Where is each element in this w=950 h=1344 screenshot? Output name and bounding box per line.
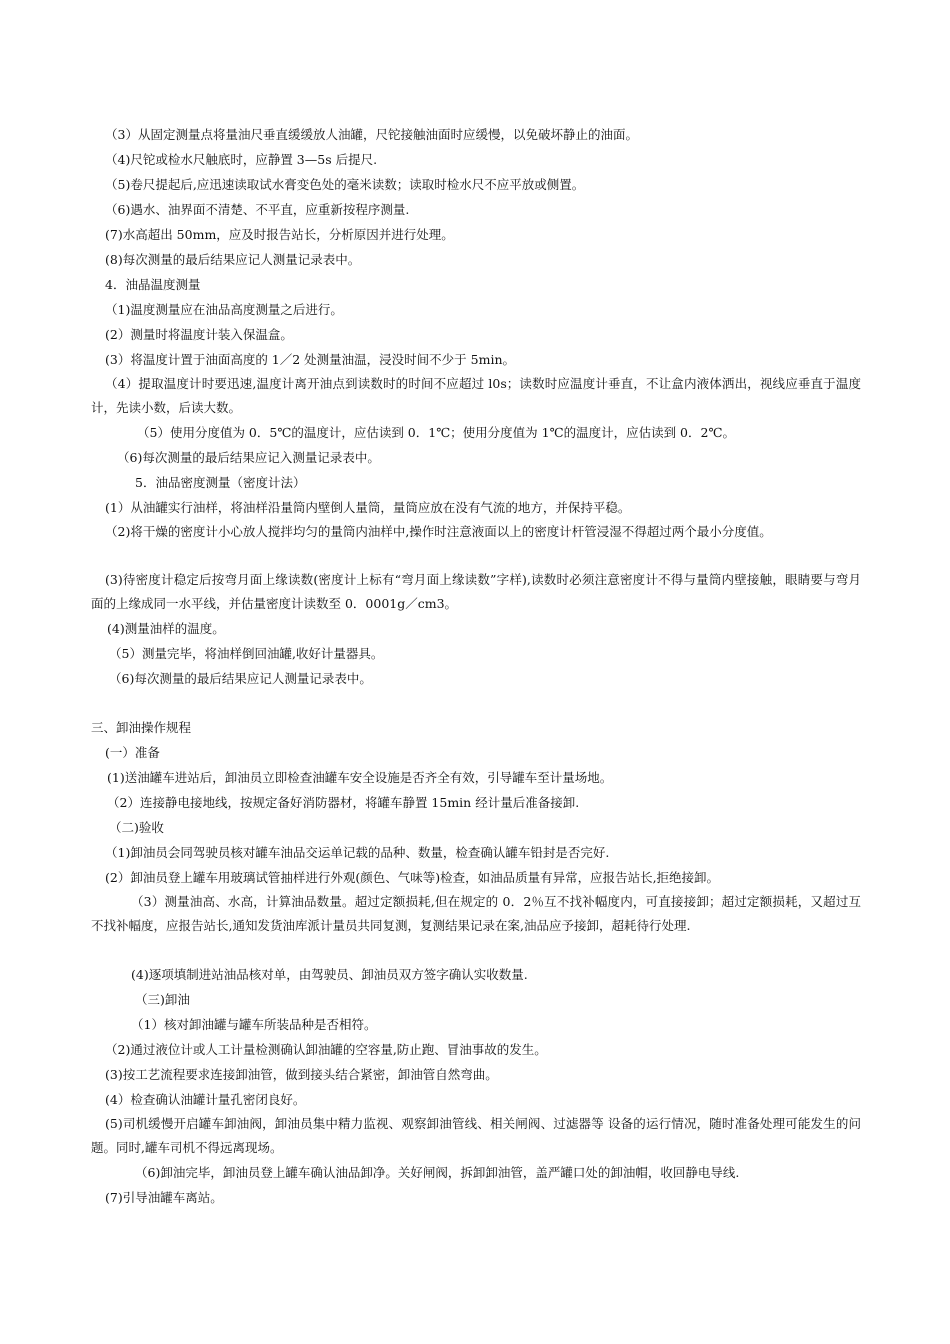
text-line: (4)逐项填制进站油品核对单，由驾驶员、卸油员双方签字确认实收数量.: [131, 967, 528, 982]
text-line: （二)验收: [109, 820, 164, 835]
text-line: (8)每次测量的最后结果应记人测量记录表中。: [105, 252, 361, 267]
text-line: （6)卸油完毕，卸油员登上罐车确认油品卸净。关好闸阀，拆卸卸油管，盖严罐口处的卸油帽，收回静电导线.: [135, 1165, 740, 1180]
text-line: （4)尺铊或检水尺触底时，应静置 3—5s 后提尺.: [105, 152, 378, 167]
text-paragraph: （2)将干燥的密度计小心放人搅拌均匀的量筒内油样中,操作时注意液面以上的密度计杆管浸湿不得超过两个最小分度值。: [105, 524, 772, 539]
text-line: 5．油品密度测量（密度计法）: [135, 475, 306, 490]
text-line: （5）使用分度值为 0．5℃的温度计，应估读到 0．1℃；使用分度值为 1℃的温度计，应估读到 0．2℃。: [137, 425, 735, 440]
text-line: （2)通过液位计或人工计量检测确认卸油罐的空容量,防止跑、冒油事故的发生。: [105, 1042, 547, 1057]
text-paragraph: (3)待密度计稳定后按弯月面上缘读数(密度计上标有“弯月面上缘读数”字样),读数时必须注意密度计不得与量筒内壁接触，眼睛要与弯月面的上缘成同一水平线，并估量密度计读数至 0．0001g／cm3。: [91, 572, 861, 611]
text-line: （2）连接静电接地线，按规定备好消防器材，将罐车静置 15min 经计量后准备接卸.: [107, 795, 580, 810]
text-line: (1)送油罐车进站后，卸油员立即检查油罐车安全设施是否齐全有效，引导罐车至计量场地。: [107, 770, 613, 785]
document-body: [91, 122, 861, 1210]
text-line: （6)每次测量的最后结果应记入测量记录表中。: [117, 450, 380, 465]
text-paragraph: (5)司机缓慢开启罐车卸油阀，卸油员集中精力监视、观察卸油管线、相关闸阀、过滤器等 设备的运行情况，随时准备处理可能发生的问题。同时,罐车司机不得远离现场。: [91, 1116, 861, 1155]
text-line: (2）测量时将温度计装入保温盒。: [105, 327, 293, 342]
text-line: （三)卸油: [135, 992, 190, 1007]
text-paragraph: （3）测量油高、水高，计算油品数量。超过定额损耗,但在规定的 0．2％互不找补幅度内，可直接接卸；超过定额损耗，又超过互不找补幅度，应报告站长,通知发货油库派计量员共同复测，复测结果记录在案,油品应予接卸，超耗待行处理.: [91, 894, 861, 933]
text-line: (1）从油罐实行油样，将油样沿量筒内壁倒人量筒，量筒应放在没有气流的地方，并保持平稳。: [105, 500, 631, 515]
text-line: (7)引导油罐车离站。: [105, 1190, 223, 1205]
text-line: （1)卸油员会同驾驶员核对罐车油品交运单记载的品种、数量，检查确认罐车铅封是否完好.: [105, 845, 610, 860]
text-line: (4)测量油样的温度。: [107, 621, 225, 636]
text-line: （1）核对卸油罐与罐车所装品种是否相符。: [131, 1017, 377, 1032]
text-line: (4）检查确认油罐计量孔密闭良好。: [105, 1092, 306, 1107]
text-line: （6)每次测量的最后结果应记人测量记录表中。: [109, 671, 372, 686]
text-line: 4．油晶温度测量: [105, 277, 201, 292]
text-line: （5）测量完毕，将油样倒回油罐,收好计量器具。: [109, 646, 384, 661]
text-paragraph: （4）提取温度计时要迅速,温度计离开油点到读数时的时间不应超过 l0s；读数时应温度计垂直，不让盒内液体洒出，视线应垂直于温度计，先读小数，后读大数。: [91, 376, 861, 415]
text-line: (3）将温度计置于油面高度的 1／2 处测量油温，浸没时间不少于 5min。: [105, 352, 516, 367]
blank-line: [91, 691, 861, 715]
text-line: （3）从固定测量点将量油尺垂直缓缓放人油罐，尺铊接触油面时应缓慢，以免破坏静止的油面。: [105, 127, 638, 142]
text-line: (一）准备: [105, 745, 160, 760]
text-line: (7)水高超出 50mm，应及时报告站长，分析原因并进行处理。: [105, 227, 454, 242]
text-line: （1)温度测量应在油品高度测量之后进行。: [105, 302, 343, 317]
text-line: (2）卸油员登上罐车用玻璃试管抽样进行外观(颜色、气味等)检查，如油品质量有异常，应报告站长,拒绝接卸。: [105, 870, 720, 885]
text-line: （5)卷尺提起后,应迅速读取试水膏变色处的毫米读数；读取时检水尺不应平放或侧置。: [105, 177, 585, 192]
text-line: 三、卸油操作规程: [91, 720, 192, 735]
text-line: （6)遇水、油界面不清楚、不平直，应重新按程序测量.: [105, 202, 410, 217]
text-line: (3)按工艺流程要求连接卸油管，做到接头结合紧密，卸油管自然弯曲。: [105, 1067, 498, 1082]
